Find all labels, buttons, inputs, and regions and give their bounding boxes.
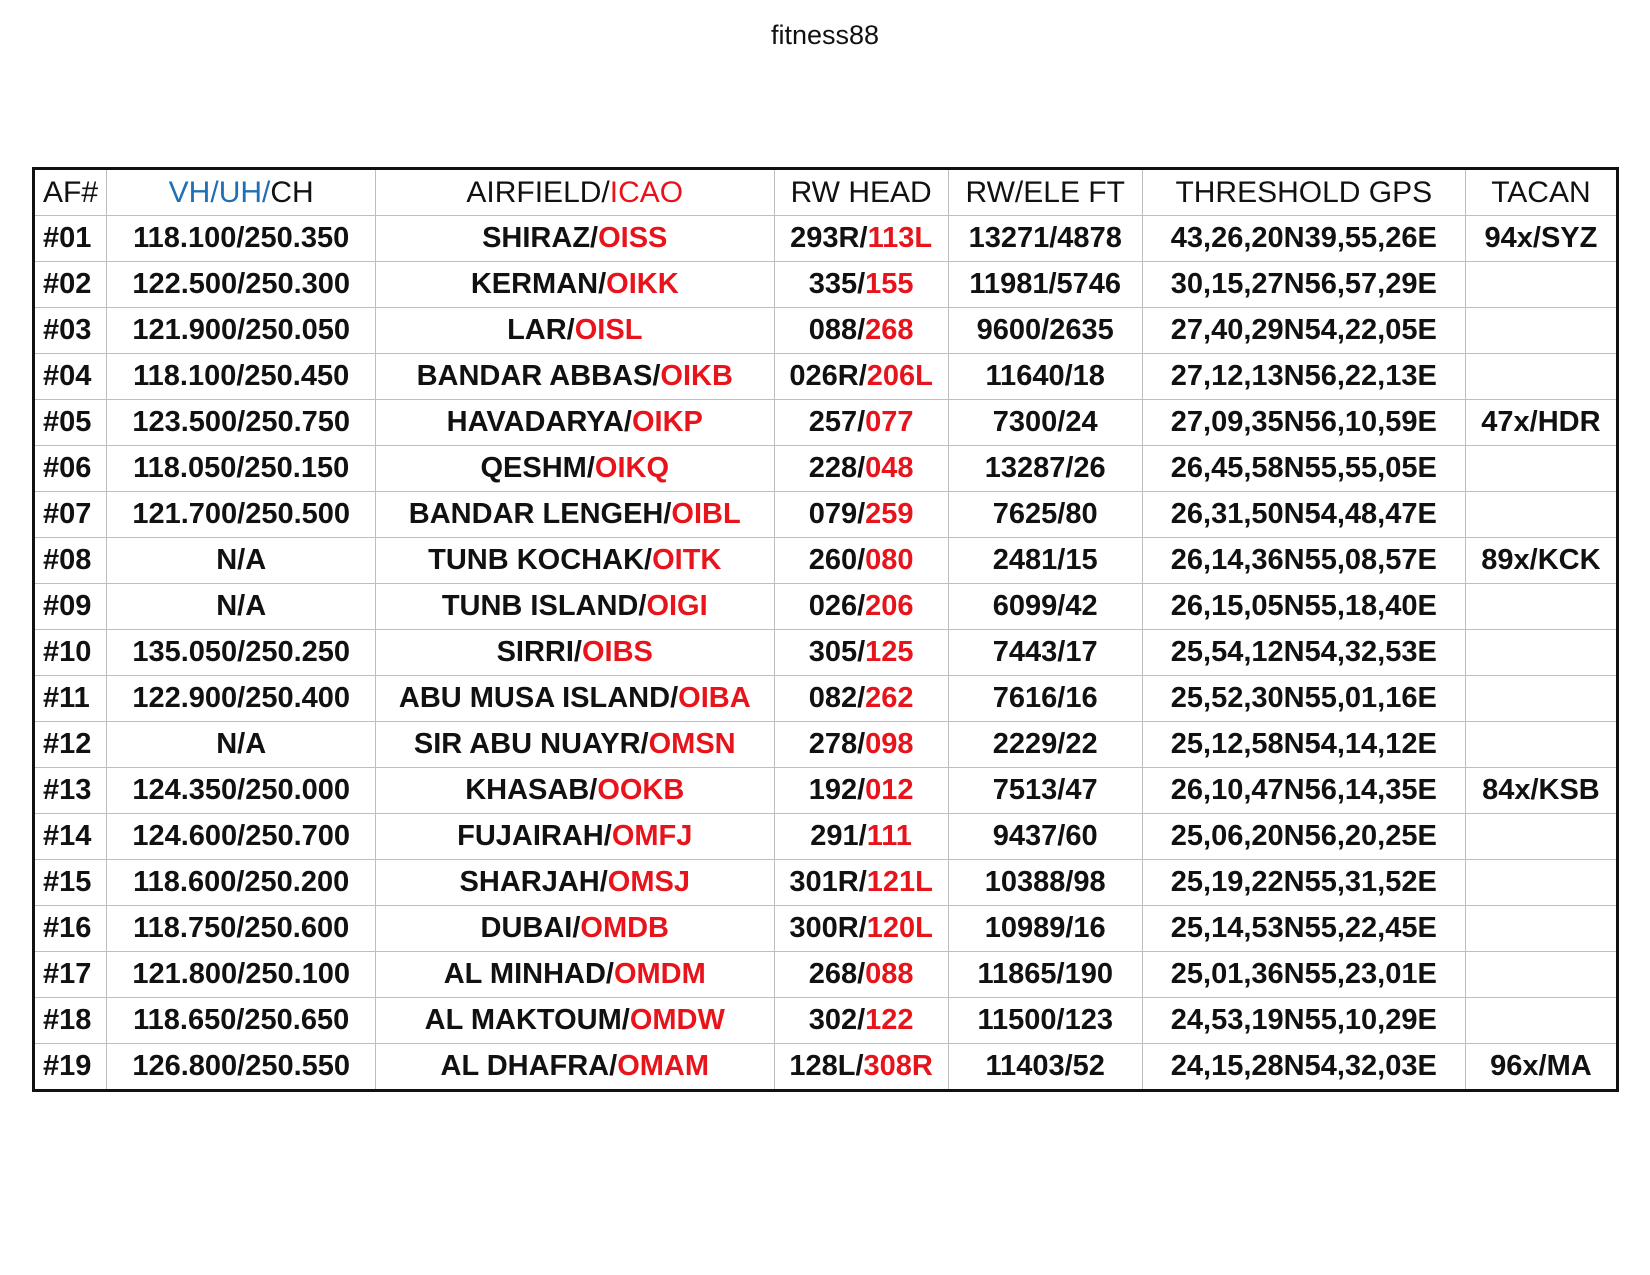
- airfield-cell: [375, 262, 774, 308]
- icao-code: OMDW: [629, 1004, 725, 1036]
- airfield-cell: [375, 676, 774, 722]
- tacan-cell: [1465, 998, 1617, 1044]
- rw-head-primary: 257/: [808, 406, 866, 438]
- threshold-gps-cell: 27,40,29N54,22,05E: [1142, 308, 1465, 354]
- icao-code: OMSN: [648, 728, 736, 760]
- airfield-name: FUJAIRAH/: [457, 820, 612, 852]
- rw-head-primary: 302/: [808, 1004, 866, 1036]
- rw-head-primary: 300R/: [789, 912, 867, 944]
- table-row: [34, 262, 1618, 308]
- rw-head-reciprocal: 111: [866, 820, 912, 852]
- table-row: [34, 630, 1618, 676]
- af-number-cell: #15: [34, 860, 107, 906]
- table-row: [34, 860, 1618, 906]
- airfield-cell: [375, 860, 774, 906]
- threshold-gps-cell: 24,53,19N55,10,29E: [1142, 998, 1465, 1044]
- icao-code: OMDB: [580, 912, 669, 944]
- rw-ele-cell: 13271/4878: [948, 216, 1142, 262]
- radio-freq-cell: 121.900/250.050: [107, 308, 376, 354]
- rw-head-primary: 228/: [808, 452, 866, 484]
- radio-freq-cell: 126.800/250.550: [107, 1044, 376, 1091]
- page-title: fitness88: [770, 20, 880, 50]
- af-number-cell: #07: [34, 492, 107, 538]
- header-radio-uh: UH/: [218, 175, 271, 209]
- rw-head-cell: [774, 998, 948, 1044]
- tacan-cell: [1465, 952, 1617, 998]
- airfield-name: KHASAB/: [465, 774, 598, 806]
- af-number-cell: #16: [34, 906, 107, 952]
- tacan-cell: [1465, 492, 1617, 538]
- af-number-cell: #02: [34, 262, 107, 308]
- airfield-name: AL MAKTOUM/: [424, 1004, 630, 1036]
- radio-freq-cell: 118.750/250.600: [107, 906, 376, 952]
- radio-freq-cell: 118.600/250.200: [107, 860, 376, 906]
- airfield-cell: [375, 584, 774, 630]
- radio-freq-cell: 122.500/250.300: [107, 262, 376, 308]
- rw-head-cell: [774, 492, 948, 538]
- airfield-name: SIR ABU NUAYR/: [413, 728, 649, 760]
- icao-code: OIKQ: [594, 452, 670, 484]
- header-rw-ele: RW/ELE FT: [948, 169, 1142, 216]
- tacan-cell: [1465, 262, 1617, 308]
- tacan-cell: [1465, 860, 1617, 906]
- rw-ele-cell: 2481/15: [948, 538, 1142, 584]
- radio-freq-cell: 122.900/250.400: [107, 676, 376, 722]
- rw-head-cell: [774, 584, 948, 630]
- rw-head-reciprocal: 077: [865, 406, 914, 438]
- rw-ele-cell: 7443/17: [948, 630, 1142, 676]
- radio-freq-cell: N/A: [107, 584, 376, 630]
- rw-ele-cell: 7616/16: [948, 676, 1142, 722]
- table-row: [34, 216, 1618, 262]
- rw-ele-cell: 6099/42: [948, 584, 1142, 630]
- airfield-cell: [375, 400, 774, 446]
- tacan-cell: [1465, 446, 1617, 492]
- threshold-gps-cell: 25,52,30N55,01,16E: [1142, 676, 1465, 722]
- rw-head-primary: 088/: [808, 314, 866, 346]
- rw-head-primary: 268/: [808, 958, 866, 990]
- rw-head-cell: [774, 446, 948, 492]
- table-row: [34, 308, 1618, 354]
- rw-head-primary: 291/: [810, 820, 867, 852]
- rw-head-cell: [774, 722, 948, 768]
- rw-head-reciprocal: 048: [865, 452, 914, 484]
- airfield-cell: [375, 1044, 774, 1091]
- airfield-name: BANDAR LENGEH/: [408, 498, 672, 530]
- radio-freq-cell: 121.700/250.500: [107, 492, 376, 538]
- rw-head-reciprocal: 125: [865, 636, 914, 668]
- icao-code: OIKK: [606, 268, 679, 300]
- table-row: [34, 1044, 1618, 1091]
- tacan-cell: 89x/KCK: [1465, 538, 1617, 584]
- rw-head-cell: [774, 768, 948, 814]
- af-number-cell: #10: [34, 630, 107, 676]
- airfield-cell: [375, 768, 774, 814]
- icao-code: OIKB: [660, 360, 733, 392]
- threshold-gps-cell: 26,14,36N55,08,57E: [1142, 538, 1465, 584]
- rw-head-reciprocal: 122: [865, 1004, 914, 1036]
- threshold-gps-cell: 25,19,22N55,31,52E: [1142, 860, 1465, 906]
- header-row: [34, 169, 1618, 216]
- af-number-cell: #17: [34, 952, 107, 998]
- af-number-cell: #03: [34, 308, 107, 354]
- threshold-gps-cell: 25,01,36N55,23,01E: [1142, 952, 1465, 998]
- rw-head-reciprocal: 120L: [866, 912, 933, 944]
- af-number-cell: #06: [34, 446, 107, 492]
- rw-head-cell: [774, 538, 948, 584]
- rw-head-cell: [774, 676, 948, 722]
- rw-head-reciprocal: 113L: [867, 222, 933, 254]
- airfield-name: AL DHAFRA/: [440, 1050, 618, 1082]
- airfield-name: BANDAR ABBAS/: [416, 360, 661, 392]
- icao-code: OISL: [574, 314, 643, 346]
- rw-ele-cell: 11865/190: [948, 952, 1142, 998]
- icao-code: OOKB: [597, 774, 685, 806]
- airfield-cell: [375, 308, 774, 354]
- rw-head-reciprocal: 308R: [863, 1050, 933, 1082]
- icao-code: OMFJ: [611, 820, 693, 852]
- table-row: [34, 354, 1618, 400]
- threshold-gps-cell: 26,10,47N56,14,35E: [1142, 768, 1465, 814]
- tacan-cell: 47x/HDR: [1465, 400, 1617, 446]
- airfield-name: AL MINHAD/: [443, 958, 614, 990]
- rw-head-primary: 026R/: [789, 360, 867, 392]
- af-number-cell: #18: [34, 998, 107, 1044]
- rw-head-primary: 278/: [808, 728, 866, 760]
- airfield-name: LAR/: [507, 314, 575, 346]
- table-row: [34, 998, 1618, 1044]
- rw-head-cell: [774, 630, 948, 676]
- rw-head-cell: [774, 1044, 948, 1091]
- icao-code: OIBL: [671, 498, 741, 530]
- airfield-cell: [375, 952, 774, 998]
- tacan-cell: [1465, 630, 1617, 676]
- radio-freq-cell: 118.100/250.350: [107, 216, 376, 262]
- af-number-cell: #09: [34, 584, 107, 630]
- icao-code: OMSJ: [607, 866, 690, 898]
- rw-head-cell: [774, 262, 948, 308]
- airfield-name: QESHM/: [480, 452, 595, 484]
- tacan-cell: [1465, 814, 1617, 860]
- rw-ele-cell: 11403/52: [948, 1044, 1142, 1091]
- rw-head-primary: 301R/: [789, 866, 867, 898]
- table-row: [34, 446, 1618, 492]
- threshold-gps-cell: 26,45,58N55,55,05E: [1142, 446, 1465, 492]
- threshold-gps-cell: 25,06,20N56,20,25E: [1142, 814, 1465, 860]
- table-row: [34, 584, 1618, 630]
- rw-head-cell: [774, 860, 948, 906]
- rw-head-cell: [774, 906, 948, 952]
- rw-ele-cell: 11981/5746: [948, 262, 1142, 308]
- airfield-name: ABU MUSA ISLAND/: [398, 682, 679, 714]
- af-number-cell: #14: [34, 814, 107, 860]
- table-row: [34, 768, 1618, 814]
- threshold-gps-cell: 26,31,50N54,48,47E: [1142, 492, 1465, 538]
- af-number-cell: #05: [34, 400, 107, 446]
- threshold-gps-cell: 26,15,05N55,18,40E: [1142, 584, 1465, 630]
- header-rw-head: RW HEAD: [774, 169, 948, 216]
- airfield-table: [32, 167, 1619, 1092]
- threshold-gps-cell: 27,12,13N56,22,13E: [1142, 354, 1465, 400]
- tacan-cell: [1465, 584, 1617, 630]
- radio-freq-cell: 124.600/250.700: [107, 814, 376, 860]
- airfield-cell: [375, 814, 774, 860]
- icao-code: OISS: [598, 222, 668, 254]
- rw-head-cell: [774, 952, 948, 998]
- airfield-cell: [375, 538, 774, 584]
- airfield-name: KERMAN/: [470, 268, 607, 300]
- radio-freq-cell: N/A: [107, 722, 376, 768]
- icao-code: OMDM: [613, 958, 706, 990]
- rw-head-cell: [774, 354, 948, 400]
- tacan-cell: 84x/KSB: [1465, 768, 1617, 814]
- threshold-gps-cell: 25,12,58N54,14,12E: [1142, 722, 1465, 768]
- rw-head-primary: 026/: [808, 590, 866, 622]
- threshold-gps-cell: 27,09,35N56,10,59E: [1142, 400, 1465, 446]
- airfield-cell: [375, 630, 774, 676]
- airfield-cell: [375, 906, 774, 952]
- airfield-name: SHIRAZ/: [482, 222, 599, 254]
- threshold-gps-cell: 24,15,28N54,32,03E: [1142, 1044, 1465, 1091]
- rw-head-primary: 335/: [808, 268, 866, 300]
- rw-head-primary: 305/: [808, 636, 866, 668]
- table-row: [34, 538, 1618, 584]
- tacan-cell: [1465, 354, 1617, 400]
- rw-head-cell: [774, 216, 948, 262]
- rw-ele-cell: 11640/18: [948, 354, 1142, 400]
- icao-code: OIBA: [678, 682, 751, 714]
- af-number-cell: #11: [34, 676, 107, 722]
- radio-freq-cell: N/A: [107, 538, 376, 584]
- tacan-cell: [1465, 308, 1617, 354]
- tacan-cell: [1465, 676, 1617, 722]
- threshold-gps-cell: 30,15,27N56,57,29E: [1142, 262, 1465, 308]
- rw-head-reciprocal: 155: [865, 268, 914, 300]
- rw-ele-cell: 11500/123: [948, 998, 1142, 1044]
- radio-freq-cell: 123.500/250.750: [107, 400, 376, 446]
- af-number-cell: #08: [34, 538, 107, 584]
- rw-head-primary: 128L/: [789, 1050, 864, 1082]
- radio-freq-cell: 118.050/250.150: [107, 446, 376, 492]
- rw-head-cell: [774, 308, 948, 354]
- rw-head-reciprocal: 088: [865, 958, 914, 990]
- header-af: AF#: [34, 169, 107, 216]
- icao-code: OITK: [652, 544, 722, 576]
- rw-head-reciprocal: 080: [865, 544, 914, 576]
- rw-ele-cell: 2229/22: [948, 722, 1142, 768]
- rw-head-primary: 260/: [808, 544, 866, 576]
- table-row: [34, 952, 1618, 998]
- header-tacan: TACAN: [1465, 169, 1617, 216]
- rw-ele-cell: 13287/26: [948, 446, 1142, 492]
- tacan-cell: 96x/MA: [1465, 1044, 1617, 1091]
- radio-freq-cell: 121.800/250.100: [107, 952, 376, 998]
- tacan-cell: 94x/SYZ: [1465, 216, 1617, 262]
- rw-ele-cell: 7513/47: [948, 768, 1142, 814]
- header-airfield: [375, 169, 774, 216]
- af-number-cell: #19: [34, 1044, 107, 1091]
- airfield-name: DUBAI/: [480, 912, 581, 944]
- header-radio-ch: CH: [270, 175, 314, 209]
- threshold-gps-cell: 25,14,53N55,22,45E: [1142, 906, 1465, 952]
- radio-freq-cell: 135.050/250.250: [107, 630, 376, 676]
- af-number-cell: #12: [34, 722, 107, 768]
- af-number-cell: #01: [34, 216, 107, 262]
- rw-ele-cell: 10388/98: [948, 860, 1142, 906]
- rw-ele-cell: 9600/2635: [948, 308, 1142, 354]
- rw-head-reciprocal: 121L: [866, 866, 933, 898]
- airfield-cell: [375, 446, 774, 492]
- table-body: [34, 216, 1618, 1091]
- airfield-name: SHARJAH/: [459, 866, 608, 898]
- table-row: [34, 906, 1618, 952]
- airfield-cell: [375, 216, 774, 262]
- icao-code: OMAM: [617, 1050, 710, 1082]
- header-radio-vh: VH/: [168, 175, 219, 209]
- table-row: [34, 676, 1618, 722]
- rw-head-primary: 082/: [808, 682, 866, 714]
- rw-ele-cell: 7625/80: [948, 492, 1142, 538]
- table-row: [34, 814, 1618, 860]
- icao-code: OIBS: [582, 636, 653, 668]
- airfield-name: SIRRI/: [496, 636, 582, 668]
- rw-ele-cell: 7300/24: [948, 400, 1142, 446]
- header-icao-label: ICAO: [609, 175, 684, 209]
- rw-head-reciprocal: 098: [865, 728, 914, 760]
- rw-head-primary: 079/: [808, 498, 866, 530]
- tacan-cell: [1465, 906, 1617, 952]
- rw-head-primary: 192/: [808, 774, 866, 806]
- radio-freq-cell: 124.350/250.000: [107, 768, 376, 814]
- rw-head-primary: 293R/: [790, 222, 868, 254]
- rw-head-cell: [774, 400, 948, 446]
- rw-head-reciprocal: 206: [865, 590, 914, 622]
- airfield-name: TUNB KOCHAK/: [428, 544, 653, 576]
- rw-head-reciprocal: 259: [865, 498, 914, 530]
- radio-freq-cell: 118.650/250.650: [107, 998, 376, 1044]
- rw-head-reciprocal: 012: [865, 774, 914, 806]
- airfield-cell: [375, 492, 774, 538]
- rw-head-reciprocal: 262: [865, 682, 914, 714]
- threshold-gps-cell: 43,26,20N39,55,26E: [1142, 216, 1465, 262]
- header-radio: [107, 169, 376, 216]
- table-row: [34, 400, 1618, 446]
- af-number-cell: #13: [34, 768, 107, 814]
- rw-ele-cell: 9437/60: [948, 814, 1142, 860]
- icao-code: OIKP: [631, 406, 703, 438]
- header-gps: THRESHOLD GPS: [1142, 169, 1465, 216]
- airfield-name: TUNB ISLAND/: [441, 590, 647, 622]
- header-airfield-label: AIRFIELD/: [466, 175, 610, 209]
- airfield-cell: [375, 354, 774, 400]
- threshold-gps-cell: 25,54,12N54,32,53E: [1142, 630, 1465, 676]
- radio-freq-cell: 118.100/250.450: [107, 354, 376, 400]
- airfield-cell: [375, 998, 774, 1044]
- rw-head-reciprocal: 206L: [866, 360, 933, 392]
- airfield-name: HAVADARYA/: [446, 406, 632, 438]
- airfield-cell: [375, 722, 774, 768]
- table-row: [34, 722, 1618, 768]
- icao-code: OIGI: [646, 590, 708, 622]
- tacan-cell: [1465, 722, 1617, 768]
- rw-head-reciprocal: 268: [865, 314, 914, 346]
- af-number-cell: #04: [34, 354, 107, 400]
- rw-head-cell: [774, 814, 948, 860]
- table-row: [34, 492, 1618, 538]
- rw-ele-cell: 10989/16: [948, 906, 1142, 952]
